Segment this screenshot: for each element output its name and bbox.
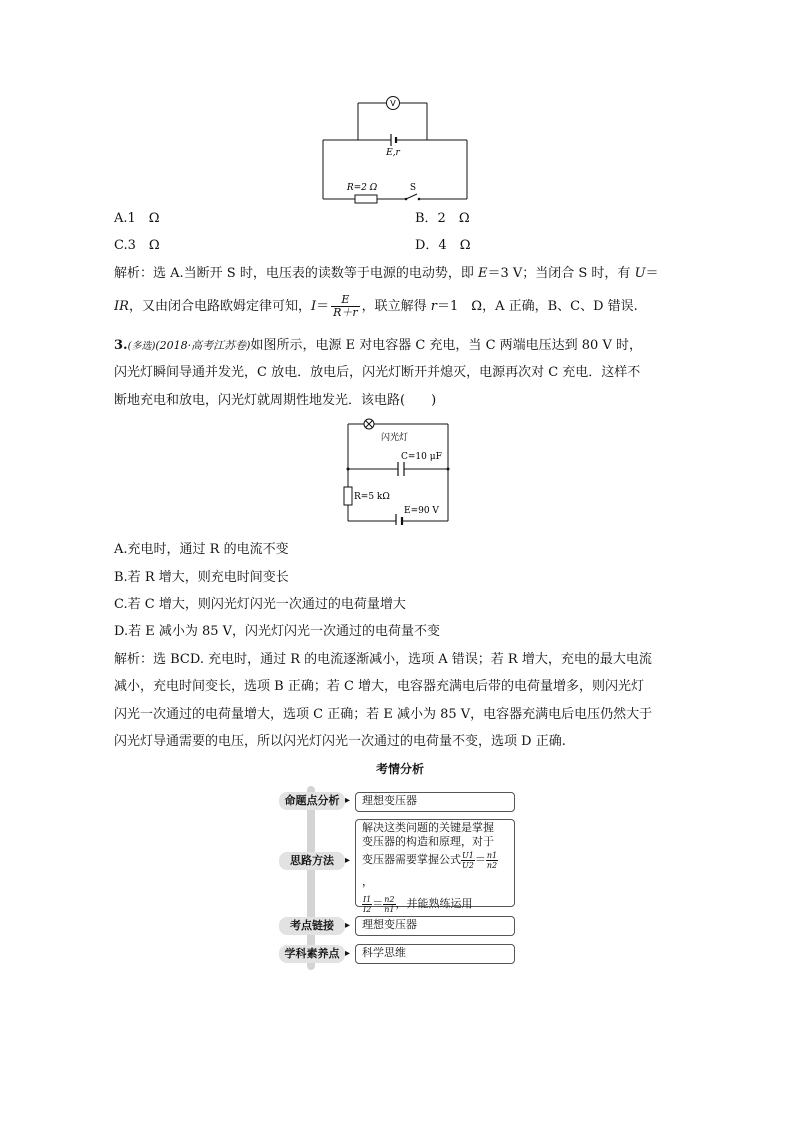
option-b: B.若 R 增大，则充电时间变长 (114, 570, 289, 585)
fraction-denominator: I2 (363, 904, 372, 914)
q2-analysis-line2 (114, 294, 638, 319)
row-content-method (355, 819, 515, 914)
battery-label: E,r (386, 148, 400, 158)
fraction (486, 851, 498, 870)
text: ＝ (316, 299, 330, 314)
option-a: A.1 Ω (114, 211, 160, 226)
fraction (383, 895, 395, 914)
circuit-diagram-1 (320, 95, 472, 205)
arrow-icon: ▸ (345, 920, 351, 931)
text: 变压器的构造和原理，对于 (362, 835, 494, 848)
text: 如图所示，电源 E 对电容器 C 充电，当 C 两端电压达到 80 V 时， (250, 338, 642, 353)
panel-title: 考情分析 (375, 762, 424, 776)
fraction-denominator: R＋r (333, 306, 358, 319)
q3-analysis-line4: 闪光灯导通需要的电压，所以闪光灯闪光一次通过的电荷量不变，选项 D 正确. (114, 734, 566, 749)
arrow-icon: ▸ (345, 855, 351, 866)
fraction-numerator: E (331, 294, 360, 307)
row-label-method: 思路方法 (279, 852, 345, 870)
text: ＝ (474, 853, 486, 866)
q3-analysis-line3: 闪光一次通过的电荷量增大，选项 C 正确；若 E 减小为 85 V，电容器充满电后电压仍然大于 (114, 707, 653, 722)
voltmeter-label: V (390, 99, 396, 108)
capacitor-label: C=10 μF (401, 452, 442, 462)
fraction-numerator: n2 (384, 894, 395, 904)
battery-label: E=90 V (404, 506, 439, 516)
question-number: 3. (114, 338, 128, 353)
row-content-proposition: 理想变压器 (355, 792, 515, 812)
multi-select-tag: (多选) (127, 341, 156, 352)
row-content-link: 理想变压器 (355, 916, 515, 936)
ohm-law-fraction (331, 294, 360, 319)
option-c: C.3 Ω (114, 238, 160, 253)
text: IR (114, 299, 129, 314)
circuit-diagram-2 (343, 415, 453, 525)
panel-spine (307, 786, 315, 970)
q2-analysis-line1 (114, 265, 659, 283)
fraction-numerator: n1 (486, 850, 498, 860)
resistor-label: R=5 kΩ (354, 492, 390, 502)
text: ＝3 V；当闭合 S 时，有 (487, 266, 635, 281)
formula-line (362, 893, 508, 915)
option-c: C.若 C 增大，则闪光灯闪光一次通过的电荷量增大 (114, 597, 406, 612)
q3-analysis-line1: 解析：选 BCD. 充电时，通过 R 的电流逐渐减小，选项 A 错误；若 R 增大，充电的最大电流 (114, 652, 652, 667)
option-b: B．2 Ω (415, 211, 470, 226)
text: 解析：选 A.当断开 S 时，电压表的读数等于电源的电动势，即 (114, 266, 478, 281)
row-label-proposition: 命题点分析 (279, 792, 345, 810)
fraction-numerator: I1 (363, 894, 372, 904)
fraction-denominator: n1 (384, 904, 395, 914)
resistor-label: R=2 Ω (346, 183, 378, 193)
fraction (362, 895, 372, 914)
text: r (430, 299, 438, 314)
text: ＝ (372, 897, 384, 910)
text: 变压器需要掌握公式 (362, 853, 461, 866)
formula-line (362, 849, 508, 893)
lamp-label: 闪光灯 (381, 433, 409, 443)
resistor-symbol (344, 487, 352, 505)
arrow-icon: ▸ (345, 795, 351, 806)
row-content-literacy: 科学思维 (355, 944, 515, 964)
fraction (461, 851, 475, 870)
switch-symbol (406, 194, 417, 199)
text: 解决这类问题的关键是掌握 (362, 821, 494, 834)
text: I (310, 299, 317, 314)
fraction-denominator: U2 (462, 860, 474, 870)
fraction-denominator: n2 (486, 860, 498, 870)
option-d: D.若 E 减小为 85 V，闪光灯闪光一次通过的电荷量不变 (114, 624, 441, 639)
text: ，又由闭合电路欧姆定律可知， (128, 299, 311, 314)
q3-stem-line1 (114, 337, 642, 356)
text: ， (362, 875, 373, 888)
text: ，联立解得 (361, 299, 431, 314)
row-label-link: 考点链接 (279, 917, 345, 935)
text: ，并能熟练运用 (395, 897, 473, 910)
arrow-icon: ▸ (345, 948, 351, 959)
row-label-literacy: 学科素养点 (279, 945, 345, 963)
fraction-numerator: U1 (462, 850, 474, 860)
text: ＝ (645, 266, 659, 281)
switch-label: S (409, 183, 417, 193)
resistor-symbol (355, 195, 377, 203)
q3-stem-line3: 断地充电和放电，闪光灯就周期性地发光．该电路( ) (114, 393, 437, 408)
question-source: (2018·高考江苏卷) (155, 339, 251, 352)
q3-stem-line2: 闪光灯瞬间导通并发光，C 放电．放电后，闪光灯断开并熄灭，电源再次对 C 充电．这样不 (114, 365, 641, 380)
option-a: A.充电时，通过 R 的电流不变 (114, 542, 289, 557)
text: U (634, 266, 646, 281)
text: ＝1 Ω，A 正确，B、C、D 错误. (437, 299, 638, 314)
option-d: D．4 Ω (415, 238, 471, 253)
text: E (477, 266, 488, 281)
q3-analysis-line2: 减小，充电时间变长，选项 B 正确；若 C 增大，电容器充满电后带的电荷量增多，则闪光灯 (114, 679, 645, 694)
